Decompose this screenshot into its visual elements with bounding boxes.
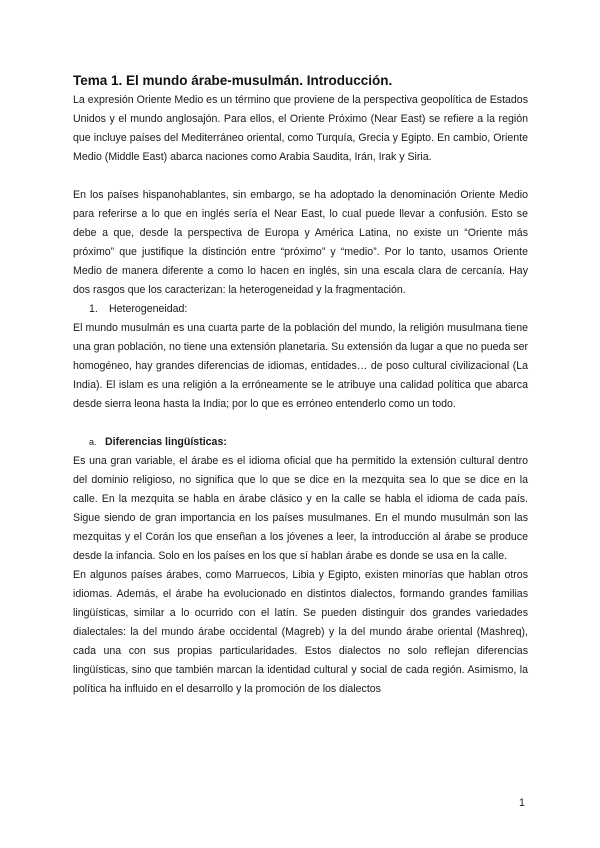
page-number: 1 xyxy=(519,797,525,809)
paragraph-intro: La expresión Oriente Medio es un término que proviene de la perspectiva geopolítica de Estados Unidos y el mundo anglosajón. Para ellos, el Oriente Próximo (Near East) se refiere a la región que incluye países del Mediterráneo oriental, como Turquía, Grecia y Egipto. En cambio, Oriente Medio (Middle East) abarca naciones como Arabia Saudita, Irán, Irak y Siria. xyxy=(73,94,528,163)
subheading-marker: a. xyxy=(89,437,97,447)
list-number: 1. xyxy=(89,303,98,315)
document-title: Tema 1. El mundo árabe-musulmán. Introducción. xyxy=(73,73,393,88)
list-item-heterogeneity xyxy=(73,300,528,319)
paragraph-arabic-language: Es una gran variable, el árabe es el idioma oficial que ha permitido la extensión cultural dentro del dominio religioso, no significa que lo que se dice en la mezquita sea lo que se dice en la calle. En la mezquita se habla en árabe clásico y en la calle se habla el idioma de cada país. Sigue siendo de gran importancia en los países musulmanes. En el mundo musulmán son las mezquitas y el Corán los que enseñan a los jóvenes a leer, la introducción al árabe se produce desde la infancia. Solo en los países en los que sí hablan árabe es donde se usa en la calle. xyxy=(73,455,528,562)
paragraph-dialects: En algunos países árabes, como Marruecos, Libia y Egipto, existen minorías que hablan otros idiomas. Además, el árabe ha evolucionado en distintos dialectos, formando grandes familias lingüísticas, similar a lo ocurrido con el latín. Se pueden distinguir dos grandes variedades dialectales: la del mundo árabe occidental (Magreb) y la del mundo árabe oriental (Mashreq), cada una con sus propias particularidades. Estos dialectos no solo reflejan diferencias lingüísticas, sino que también marcan la identidad cultural y social de cada región. Asimismo, la política ha influido en el desarrollo y la promoción de los dialectos xyxy=(73,569,528,695)
subheading-linguistic xyxy=(73,433,528,452)
paragraph-muslim-world: El mundo musulmán es una cuarta parte de la población del mundo, la religión musulmana tiene una gran población, no tiene una extensión planetaria. Su extensión da lugar a que no pueda ser homogéneo, hay grandes diferencias de idiomas, entidades… de poso cultural civilizacional (La India). El islam es una religión a la erróneamente se le atribuye una calidad política que abarca desde sierra leona hasta la India; por lo que es erróneo entenderlo como un todo. xyxy=(73,322,528,410)
list-label: Heterogeneidad: xyxy=(109,303,188,315)
document-page xyxy=(73,71,528,699)
spacer xyxy=(73,414,528,433)
spacer xyxy=(73,167,528,186)
paragraph-hispanic: En los países hispanohablantes, sin embargo, se ha adoptado la denominación Oriente Medio para referirse a lo que en inglés sería el Near East, lo cual puede llevar a confusión. Esto se debe a que, desde la perspectiva de Europa y América Latina, no existe un “Oriente más próximo” que justifique la distinción entre “próximo” y “medio”. Por lo tanto, usamos Oriente Medio de manera diferente a como lo hacen en inglés, sin una escala clara de cercanía. Hay dos rasgos que los caracterizan: la heterogeneidad y la fragmentación. xyxy=(73,189,528,296)
subheading-label: Diferencias lingüísticas: xyxy=(105,436,227,448)
